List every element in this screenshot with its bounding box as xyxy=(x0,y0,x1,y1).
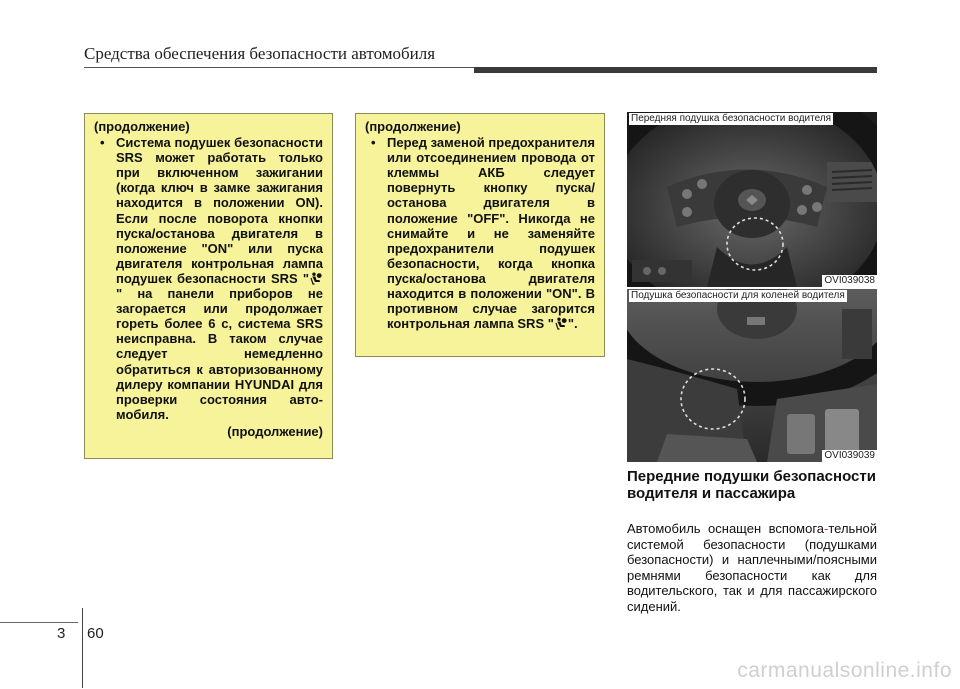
body-text-part1: Автомобиль оснащен вспомога xyxy=(627,521,825,536)
footer-rule xyxy=(0,622,78,623)
warning-box-middle xyxy=(355,113,605,357)
continued-head: (продолжение) xyxy=(94,119,190,134)
warning-text-2: " на панели приборов не загорается или продолжает гореть более 6 с, система SRS неисправна. В таком случае следует немедленно обратиться к авторизованному дилеру компании HYUNDAI для проверки состояния авто-мобиля. xyxy=(116,286,323,422)
airbag-warning-icon xyxy=(555,317,567,330)
continued-tail: (продолжение) xyxy=(227,423,323,439)
section-title: Передние подушки безопасности водителя и пассажира xyxy=(627,468,876,502)
airbag-warning-icon xyxy=(310,272,322,285)
footer-divider xyxy=(82,608,83,688)
chapter-number: 3 xyxy=(57,625,66,642)
header-rule-accent xyxy=(474,67,877,73)
watermark: carmanualsonline.info xyxy=(737,659,952,682)
bullet: • xyxy=(100,135,105,151)
bullet: • xyxy=(371,135,376,151)
photo-code: OVI039039 xyxy=(824,450,875,461)
steering-wheel-photo xyxy=(627,112,877,287)
warning-paragraph xyxy=(365,135,595,331)
section-body xyxy=(627,521,877,614)
photo-label: Передняя подушка безопасности водителя xyxy=(631,113,832,124)
warning-text-1: Перед заменой предохранителя или отсоединением провода от клеммы АКБ следует повернуть кнопку пуска/останова двигателя в положение "OFF". Никогда не снимайте и не заменяйте предохранители подушек безопасности, когда кнопка пуска/останова двигателя находится в положении "ON". В противном случае загорится контрольная лампа SRS " xyxy=(387,135,595,332)
warning-text-2: ". xyxy=(567,316,578,332)
page-number: 60 xyxy=(87,625,104,642)
photo-code: OVI039038 xyxy=(824,275,875,286)
knee-airbag-photo xyxy=(627,289,877,462)
hyphen-mark: - xyxy=(824,521,829,536)
warning-paragraph xyxy=(94,135,323,422)
warning-box-left xyxy=(84,113,333,459)
photo-label: Подушка безопасности для коленей водителя xyxy=(631,290,845,301)
body-text-part2: тельной системой безопасности (подушками безопасности) и наплечными/поясными ремнями безопасности как для водительского, так и для пассажирского сидений. xyxy=(627,521,877,614)
warning-text-1: Система подушек безопасности SRS может работать только при включенном зажигании (когда ключ в замке зажигания находится в положении ON). Если после поворота кнопки пуска/останова двигателя в положение "ON" или пуска двигателя контрольная лампа подушек безопасности SRS " xyxy=(116,135,323,286)
header-title: Средства обеспечения безопасности автомобиля xyxy=(84,44,436,63)
continued-head: (продолжение) xyxy=(365,119,461,134)
